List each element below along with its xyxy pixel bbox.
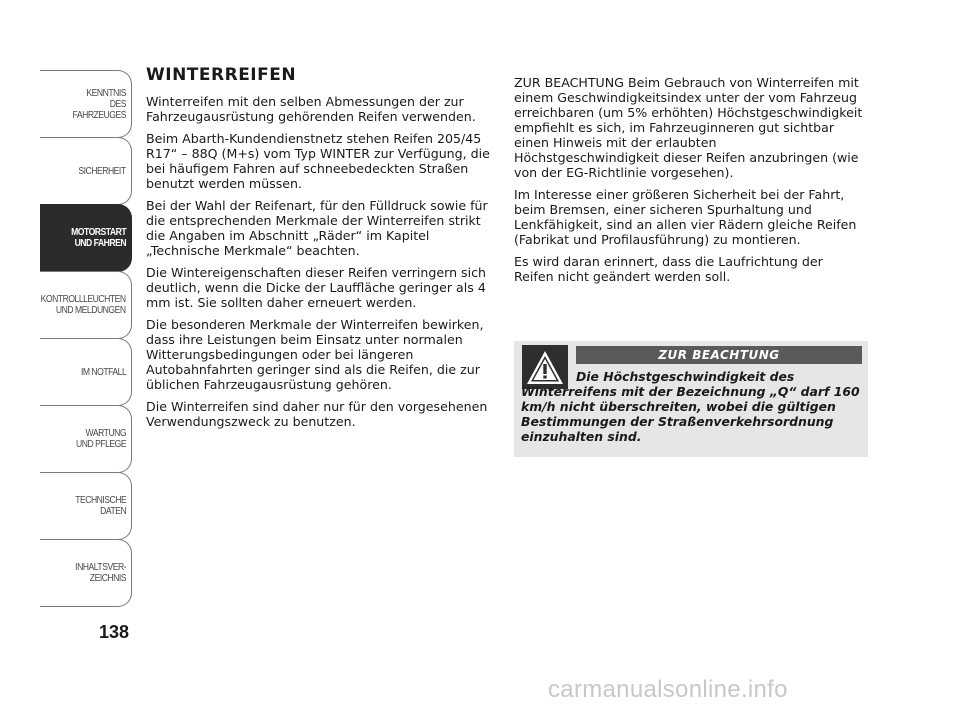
- tab-label: WARTUNG UND PFLEGE: [75, 427, 126, 450]
- tab-sicherheit[interactable]: [40, 137, 132, 205]
- tab-kenntnis-des-fahrzeuges[interactable]: [40, 70, 132, 138]
- warning-title: ZUR BEACHTUNG: [576, 346, 862, 364]
- paragraph: Im Interesse einer größeren Sicherheit bei der Fahrt, beim Bremsen, einer sicheren Spurhaltung und Lenkfähigkeit, sind an allen vier Rädern gleiche Reifen (Fabrikat und Profilausführung) zu montieren.: [514, 187, 857, 247]
- right-column: [514, 75, 864, 291]
- paragraph: Winterreifen mit den selben Abmessungen der zur Fahrzeugausrüstung gehörenden Reifen verwenden.: [146, 94, 476, 124]
- paragraph: ZUR BEACHTUNG Beim Gebrauch von Winterreifen mit einem Geschwindigkeitsindex unter der vom Fahrzeug erreichbaren (um 5% erhöhten) Höchstgeschwindigkeit empfiehlt es sich, im Fahrzeuginneren gut sichtbar einen Hinweis mit der erlaubten Höchstgeschwindigkeit dieser Reifen anzubringen (wie von der EG-Richtlinie vorgesehen).: [514, 75, 863, 180]
- paragraph: Die Wintereigenschaften dieser Reifen verringern sich deutlich, wenn die Dicke der Lauffläche geringer als 4 mm ist. Sie sollten daher erneuert werden.: [146, 265, 487, 310]
- tab-label: IM NOTFALL: [80, 365, 126, 378]
- chapter-sidebar: [40, 70, 132, 607]
- section-heading: WINTERREIFEN: [146, 65, 297, 85]
- tab-label: KONTROLLLEUCHTEN UND MELDUNGEN: [41, 293, 126, 316]
- paragraph: Die besonderen Merkmale der Winterreifen bewirken, dass ihre Leistungen beim Einsatz unter normalen Witterungsbedingungen oder bei längeren Autobahnfahrten geringer sind als die Reifen, die zur üblichen Fahrzeugausrüstung gehören.: [146, 317, 484, 392]
- tab-kontrollleuchten-und-meldungen[interactable]: [40, 271, 132, 339]
- warning-text: Die Höchstgeschwindigkeit des Winterreifens mit der Bezeichnung „Q“ darf 160 km/h nicht überschreiten, wobei die gültigen Bestimmungen der Straßenverkehrsordnung einzuhalten sind.: [521, 369, 860, 444]
- tab-label: KENNTNIS DES FAHRZEUGES: [72, 86, 126, 121]
- watermark: carmanualsonline.info: [548, 676, 788, 703]
- tab-motorstart-und-fahren[interactable]: [40, 204, 132, 272]
- paragraph: Es wird daran erinnert, dass die Laufrichtung der Reifen nicht geändert werden soll.: [514, 254, 823, 284]
- page-number: 138: [99, 622, 130, 642]
- tab-label: INHALTSVER- ZEICHNIS: [75, 561, 126, 584]
- warning-box: [514, 341, 868, 457]
- paragraph: Beim Abarth-Kundendienstnetz stehen Reifen 205/45 R17“ – 88Q (M+s) vom Typ WINTER zur Verfügung, die bei häufigem Fahren auf schneebedeckten Straßen benutzt werden müssen.: [146, 131, 490, 191]
- tab-label: TECHNISCHE DATEN: [74, 494, 126, 517]
- tab-im-notfall[interactable]: [40, 338, 132, 406]
- left-column: [146, 65, 491, 436]
- tab-label: SICHERHEIT: [78, 164, 126, 177]
- tab-inhaltsverzeichnis[interactable]: [40, 539, 132, 607]
- tab-label: MOTORSTART UND FAHREN: [70, 226, 126, 249]
- paragraph: Die Winterreifen sind daher nur für den vorgesehenen Verwendungszweck zu benutzen.: [146, 399, 488, 429]
- tab-wartung-und-pflege[interactable]: [40, 405, 132, 473]
- tab-technische-daten[interactable]: [40, 472, 132, 540]
- paragraph: Bei der Wahl der Reifenart, für den Fülldruck sowie für die entsprechenden Merkmale der Winterreifen strikt die Angaben im Abschnitt „Räder“ im Kapitel „Technische Merkmale“ beachten.: [146, 198, 488, 258]
